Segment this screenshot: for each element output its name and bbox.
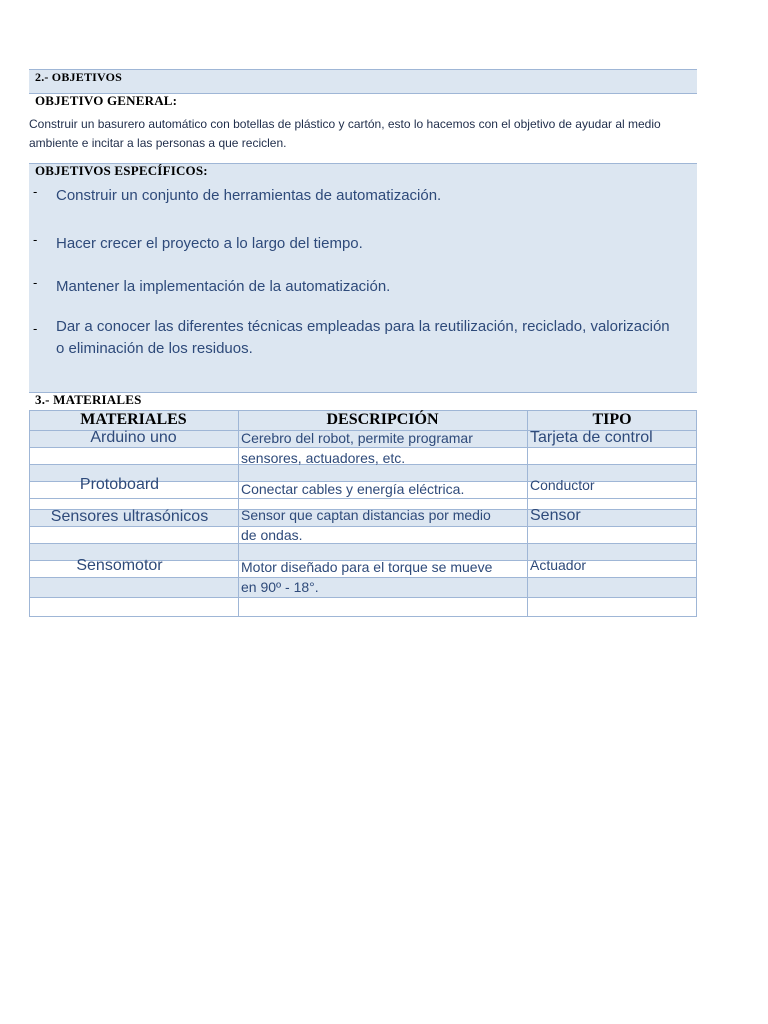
divider	[29, 616, 697, 617]
objetivos-header-band	[29, 69, 697, 93]
descripcion-cell: Motor diseñado para el torque se mueve en 90º - 18°.	[241, 559, 493, 595]
descripcion-cell: Cerebro del robot, permite programar sensores, actuadores, etc.	[241, 430, 473, 466]
column-divider	[696, 410, 697, 617]
objetivo-especifico-text: Mantener la implementación de la automatización.	[56, 278, 391, 295]
objetivo-especifico-text: Construir un conjunto de herramientas de automatización.	[56, 187, 442, 204]
descripcion-cell: Sensor que captan distancias por medio de ondas.	[241, 507, 491, 543]
bullet-dash: -	[33, 321, 38, 336]
material-cell: Sensomotor	[76, 557, 163, 574]
tipo-cell: Tarjeta de control	[530, 429, 653, 446]
column-header-materiales: MATERIALES	[80, 411, 187, 428]
descripcion-cell: Conectar cables y energía eléctrica.	[241, 481, 465, 497]
table-row	[29, 597, 697, 617]
bullet-dash: -	[33, 232, 38, 247]
column-header-tipo: TIPO	[592, 411, 632, 428]
objetivo-general-title: OBJETIVO GENERAL:	[35, 93, 178, 108]
objetivo-especifico-text: Hacer crecer el proyecto a lo largo del tiempo.	[56, 235, 363, 252]
material-cell: Protoboard	[79, 476, 160, 493]
objetivo-especifico-text: Dar a conocer las diferentes técnicas empleadas para la reutilización, reciclado, valorización o eliminación de los residuos.	[56, 318, 670, 357]
materiales-table	[29, 410, 697, 617]
objetivos-especificos-title: OBJETIVOS ESPECÍFICOS:	[35, 163, 208, 178]
tipo-cell: Actuador	[530, 557, 587, 573]
objetivos-section-title: 2.- OBJETIVOS	[35, 70, 123, 84]
bullet-dash: -	[33, 275, 38, 290]
objetivo-general-text: Construir un basurero automático con botellas de plástico y cartón, esto lo hacemos con el objetivo de ayudar al medio ambiente e incitar a las personas a que reciclen.	[29, 117, 661, 150]
tipo-cell: Sensor	[530, 507, 581, 524]
material-cell: Sensores ultrasónicos	[50, 508, 209, 525]
divider	[29, 597, 697, 598]
material-cell: Arduino uno	[90, 429, 177, 446]
column-divider	[238, 410, 239, 617]
divider	[29, 69, 697, 70]
column-header-descripcion: DESCRIPCIÓN	[326, 411, 439, 428]
tipo-cell: Conductor	[530, 477, 595, 493]
bullet-dash: -	[33, 184, 38, 199]
materiales-section-title: 3.- MATERIALES	[35, 392, 142, 407]
